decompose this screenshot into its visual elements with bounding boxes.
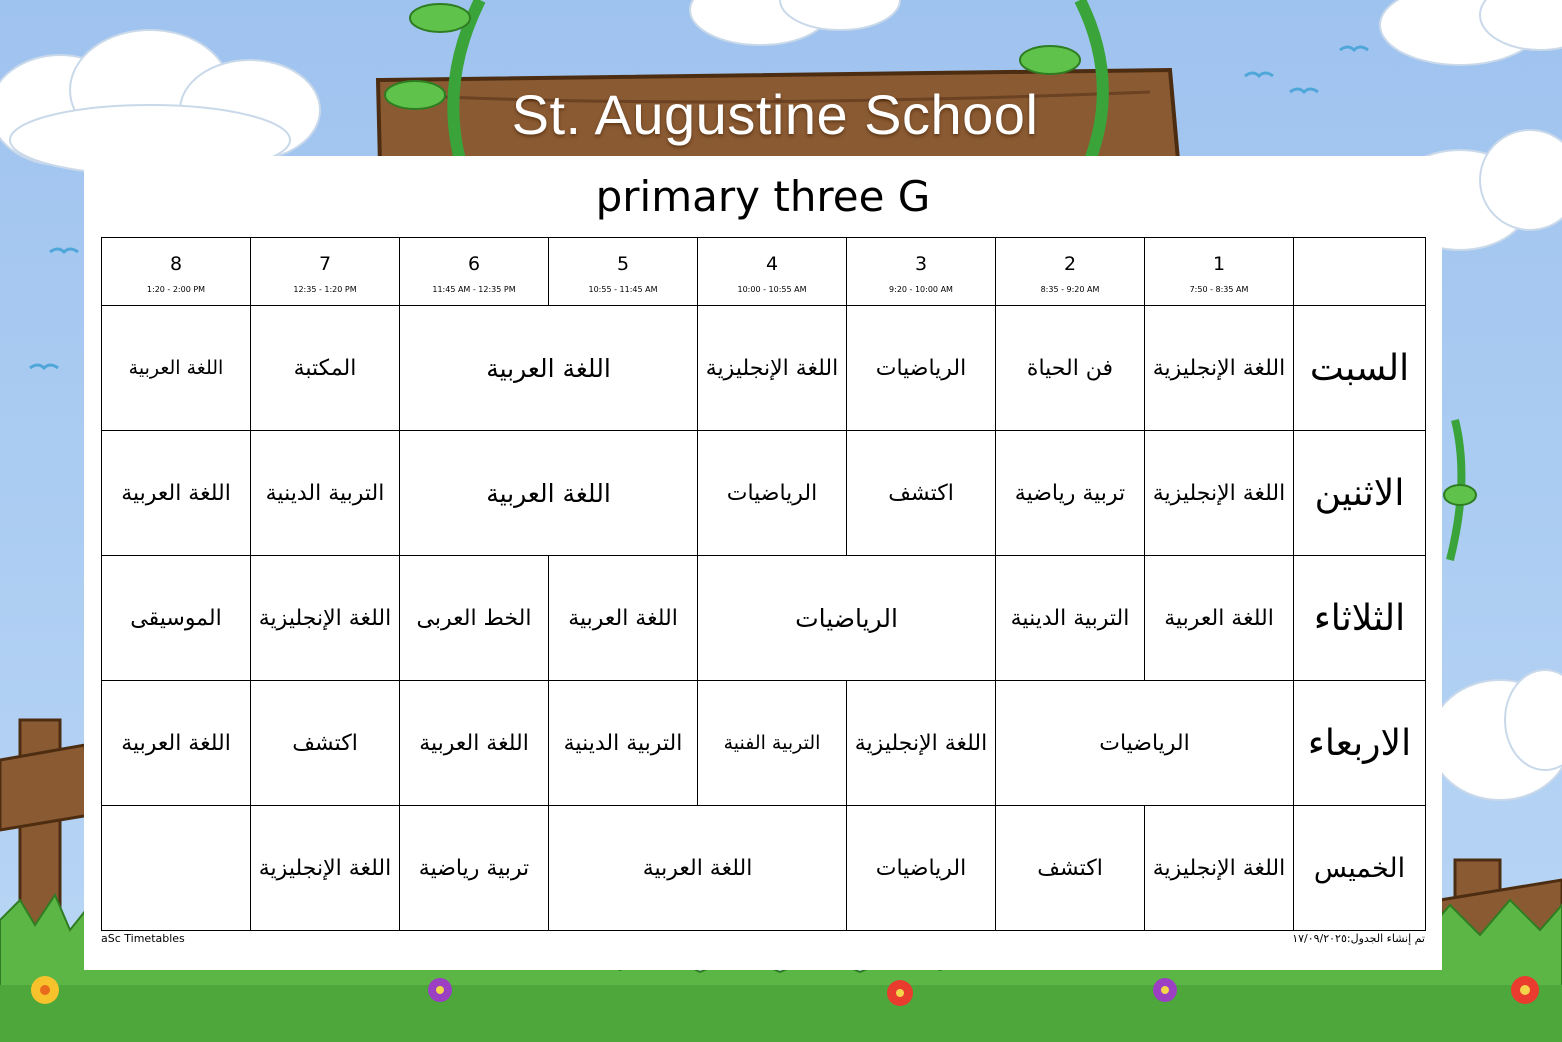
lesson-cell — [102, 806, 251, 931]
lesson-cell: تربية رياضية — [400, 806, 549, 931]
lesson-cell: التربية الدينية — [549, 681, 698, 806]
lesson-cell: الرياضيات — [847, 806, 996, 931]
lesson-cell: اللغة العربية — [400, 306, 698, 431]
lesson-cell: اللغة الإنجليزية — [1145, 806, 1294, 931]
lesson-cell: الرياضيات — [847, 306, 996, 431]
day-label: السبت — [1294, 306, 1426, 431]
day-row-thursday — [102, 806, 1426, 931]
lesson-cell: اللغة العربية — [102, 681, 251, 806]
day-row-wednesday — [102, 681, 1426, 806]
day-label: الخميس — [1294, 806, 1426, 931]
lesson-cell: تربية رياضية — [996, 431, 1145, 556]
lesson-cell: اللغة العربية — [400, 681, 549, 806]
lesson-cell: اللغة الإنجليزية — [698, 306, 847, 431]
period-header-row — [102, 238, 1426, 306]
period-header-5: 5 10:55 - 11:45 AM — [549, 238, 698, 306]
lesson-cell: اكتشف — [996, 806, 1145, 931]
lesson-cell: اللغة العربية — [549, 806, 847, 931]
lesson-cell: اللغة الإنجليزية — [1145, 431, 1294, 556]
lesson-cell: اللغة الإنجليزية — [251, 806, 400, 931]
lesson-cell: الخط العربى — [400, 556, 549, 681]
lesson-cell: التربية الدينية — [251, 431, 400, 556]
footer-credit: aSc Timetables — [101, 932, 185, 945]
day-label: الثلاثاء — [1294, 556, 1426, 681]
period-header-4: 4 10:00 - 10:55 AM — [698, 238, 847, 306]
lesson-cell: الرياضيات — [996, 681, 1294, 806]
period-header-6: 6 11:45 AM - 12:35 PM — [400, 238, 549, 306]
period-header-8: 8 1:20 - 2:00 PM — [102, 238, 251, 306]
lesson-cell: اللغة العربية — [102, 431, 251, 556]
period-header-7: 7 12:35 - 1:20 PM — [251, 238, 400, 306]
lesson-cell: اكتشف — [847, 431, 996, 556]
school-name: St. Augustine School — [511, 83, 1039, 146]
lesson-cell: التربية الدينية — [996, 556, 1145, 681]
lesson-cell: اكتشف — [251, 681, 400, 806]
lesson-cell: الرياضيات — [698, 556, 996, 681]
lesson-cell: الموسيقى — [102, 556, 251, 681]
lesson-cell: اللغة العربية — [102, 306, 251, 431]
lesson-cell: اللغة الإنجليزية — [251, 556, 400, 681]
lesson-cell: اللغة العربية — [1145, 556, 1294, 681]
timetable-grid — [101, 237, 1426, 931]
lesson-cell: الرياضيات — [698, 431, 847, 556]
lesson-cell: اللغة العربية — [400, 431, 698, 556]
day-row-monday — [102, 431, 1426, 556]
lesson-cell: المكتبة — [251, 306, 400, 431]
lesson-cell: اللغة العربية — [549, 556, 698, 681]
lesson-cell: التربية الفنية — [698, 681, 847, 806]
footer-generated-date: تم إنشاء الجدول:١٧/٠٩/٢٠٢٥ — [1292, 932, 1425, 945]
corner-cell — [1294, 238, 1426, 306]
lesson-cell: اللغة الإنجليزية — [847, 681, 996, 806]
day-row-saturday — [102, 306, 1426, 431]
day-row-tuesday — [102, 556, 1426, 681]
lesson-cell: اللغة الإنجليزية — [1145, 306, 1294, 431]
class-title: primary three G — [595, 172, 931, 221]
period-header-1: 1 7:50 - 8:35 AM — [1145, 238, 1294, 306]
period-header-2: 2 8:35 - 9:20 AM — [996, 238, 1145, 306]
lesson-cell: فن الحياة — [996, 306, 1145, 431]
day-label: الاربعاء — [1294, 681, 1426, 806]
day-label: الاثنين — [1294, 431, 1426, 556]
period-header-3: 3 9:20 - 10:00 AM — [847, 238, 996, 306]
